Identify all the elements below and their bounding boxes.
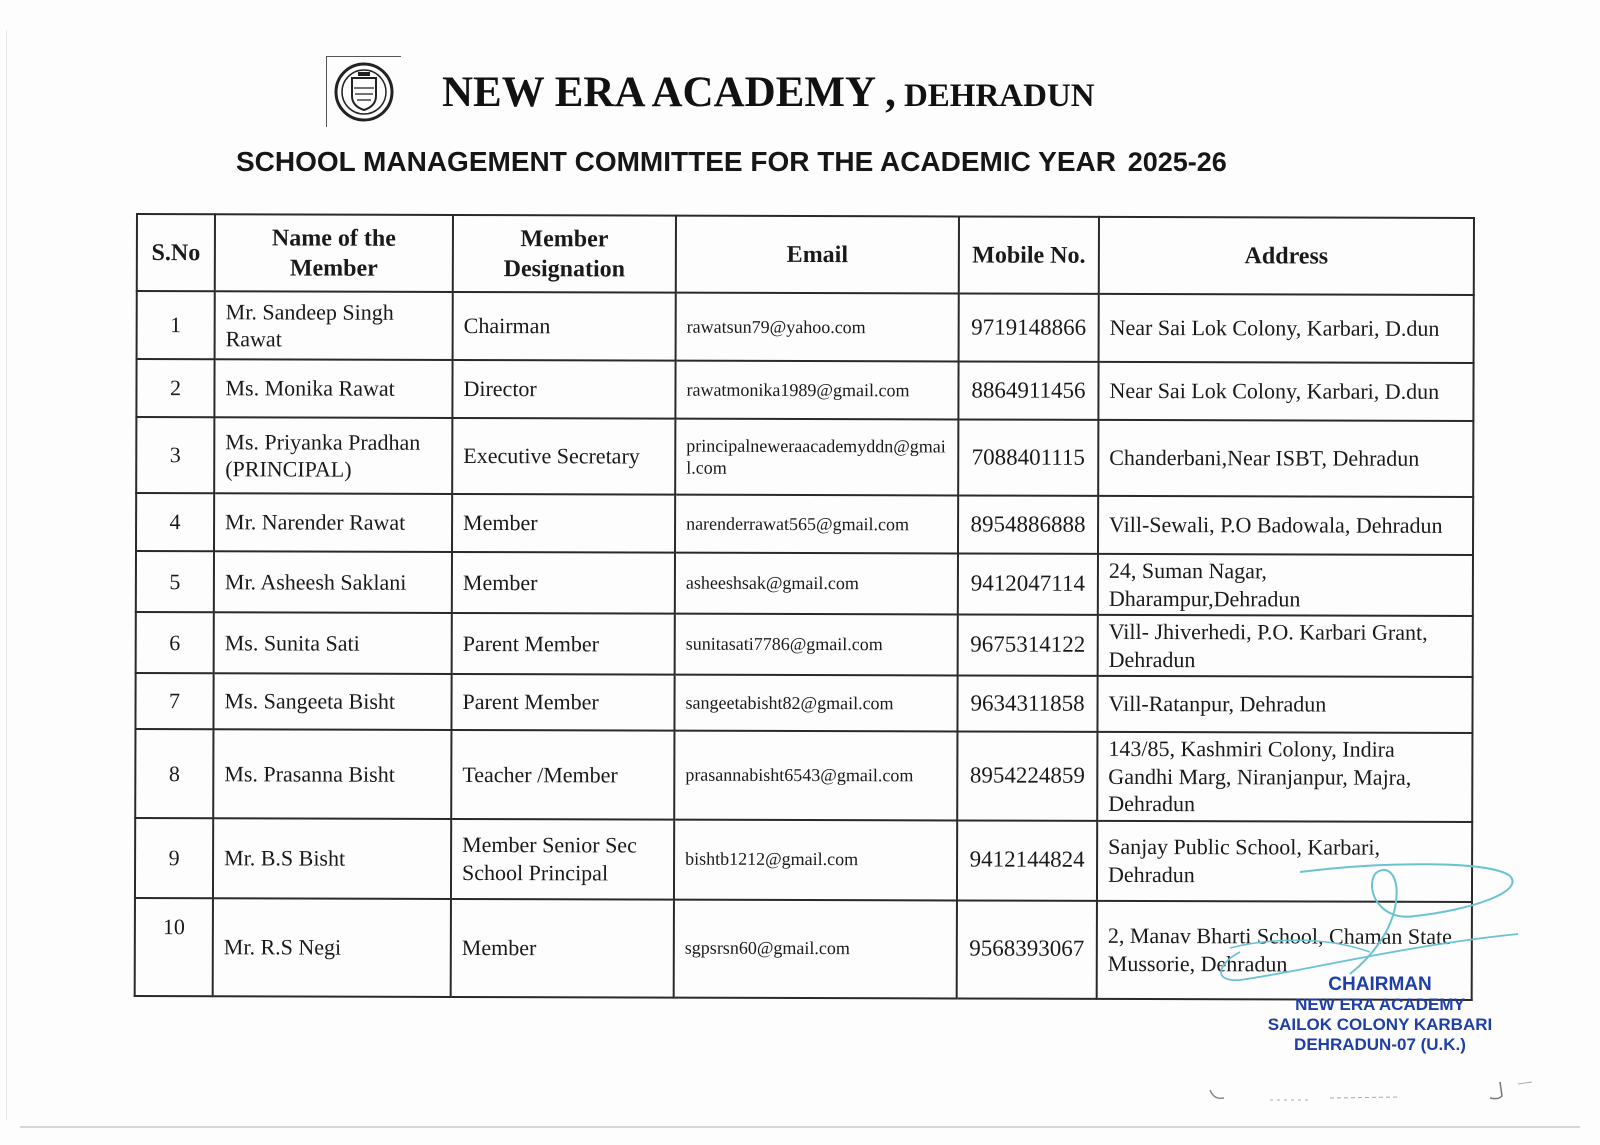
table-row [136,612,1473,677]
cell-mobile: 9634311858 [957,675,1097,731]
cell-designation: Parent Member [452,613,675,675]
cell-mobile: 9412047114 [958,553,1098,614]
cell-mobile: 7088401115 [958,419,1098,495]
cell-sno: 2 [136,359,214,417]
school-name: NEW ERA ACADEMY , [442,69,896,116]
page-edge [20,1126,1580,1128]
cell-designation: Member [452,552,675,614]
cell-address: 143/85, Kashmiri Colony, Indira Gandhi Marg, Niranjanpur, Majra, Dehradun [1097,732,1472,822]
table-row [136,551,1473,616]
cell-designation: Member [451,898,674,997]
cell-sno: 3 [136,417,214,493]
school-place: DEHRADUN [903,78,1095,114]
school-crest-icon [326,56,401,127]
cell-email: rawatsun79@yahoo.com [676,293,959,362]
cell-mobile: 8864911456 [958,361,1098,419]
page-title [442,68,1095,117]
cell-name: Ms. Monika Rawat [214,359,452,418]
scan-marks [1200,1078,1560,1108]
table-row [137,291,1474,363]
cell-name: Mr. Sandeep Singh Rawat [215,291,453,360]
cell-email: prasannabisht6543@gmail.com [674,731,957,820]
cell-name: Ms. Prasanna Bisht [213,729,451,818]
cell-address: Vill-Sewali, P.O Badowala, Dehradun [1098,496,1473,555]
cell-name: Ms. Sunita Sati [214,612,452,674]
cell-email: sunitasati7786@gmail.com [675,614,958,676]
table-row [135,673,1472,733]
column-header-sno: S.No [137,214,215,291]
table-row [136,417,1473,497]
cell-mobile: 8954224859 [957,731,1097,820]
cell-name: Mr. R.S Negi [213,898,451,997]
stamp-line: NEW ERA ACADEMY [1295,995,1465,1014]
stamp-line: DEHRADUN-07 (U.K.) [1294,1035,1466,1054]
column-header-designation: Member Designation [453,215,676,293]
academic-year: 2025-26 [1127,147,1227,177]
cell-designation: Member [452,494,675,553]
cell-sno: 7 [135,673,213,729]
cell-email: sgpsrsn60@gmail.com [674,899,957,998]
cell-mobile: 8954886888 [958,495,1098,553]
page-subtitle [236,146,1227,178]
column-header-email: Email [676,216,959,294]
cell-email: narenderrawat565@gmail.com [675,495,958,554]
cell-address: Sanjay Public School, Karbari, Dehradun [1097,820,1472,901]
stamp-line: CHAIRMAN [1328,974,1432,995]
cell-name: Mr. B.S Bisht [213,818,451,899]
cell-designation: Parent Member [451,674,674,731]
cell-designation: Teacher /Member [451,730,674,819]
cell-sno: 8 [135,729,213,818]
subtitle-text: SCHOOL MANAGEMENT COMMITTEE FOR THE ACADEMIC YEAR [236,146,1116,177]
cell-address: Vill- Jhiverhedi, P.O. Karbari Grant, Dehradun [1098,615,1473,677]
cell-email: asheeshsak@gmail.com [675,553,958,615]
table-row [136,493,1473,555]
cell-name: Mr. Asheesh Saklani [214,551,452,613]
cell-address: Vill-Ratanpur, Dehradun [1097,676,1472,733]
stamp-line: SAILOK COLONY KARBARI [1267,1015,1493,1034]
cell-email: sangeetabisht82@gmail.com [674,675,957,732]
cell-designation: Executive Secretary [452,418,675,495]
cell-address: Chanderbani,Near ISBT, Dehradun [1098,420,1473,497]
cell-designation: Member Senior Sec School Principal [451,818,674,899]
column-header-address: Address [1099,217,1474,295]
cell-address: Near Sai Lok Colony, Karbari, D.dun [1098,362,1473,421]
cell-name: Ms. Sangeeta Bisht [213,673,451,730]
table-row [136,359,1473,421]
cell-sno: 5 [136,551,214,612]
cell-mobile: 9719148866 [959,293,1099,361]
cell-mobile: 9412144824 [957,820,1097,900]
cell-name: Ms. Priyanka Pradhan (PRINCIPAL) [214,417,452,494]
chairman-stamp [1230,975,1530,1055]
cell-address: 24, Suman Nagar, Dharampur,Dehradun [1098,554,1473,616]
cell-sno: 4 [136,493,214,551]
cell-email: bishtb1212@gmail.com [674,819,957,900]
cell-name: Mr. Narender Rawat [214,493,452,552]
cell-sno: 9 [135,818,213,898]
cell-sno: 6 [136,612,214,673]
column-header-name: Name of the Member [215,214,453,292]
cell-email: rawatmonika1989@gmail.com [675,361,958,420]
cell-designation: Director [452,360,675,419]
cell-mobile: 9675314122 [958,614,1098,675]
cell-address: Near Sai Lok Colony, Karbari, D.dun [1099,294,1474,363]
cell-address: 2, Manav Bharti School, Chaman State Mussorie, Dehradun [1097,900,1472,999]
table-header-row [137,214,1474,295]
signature-image [1200,862,1550,992]
cell-designation: Chairman [453,292,676,361]
cell-sno: 1 [137,291,215,359]
page-edge [6,30,7,1120]
cell-mobile: 9568393067 [957,900,1097,998]
cell-sno: 10 [135,897,213,995]
cell-email: principalneweraacademyddn@gmail.com [675,419,958,496]
table-row [135,729,1472,821]
column-header-mobile: Mobile No. [959,216,1099,293]
